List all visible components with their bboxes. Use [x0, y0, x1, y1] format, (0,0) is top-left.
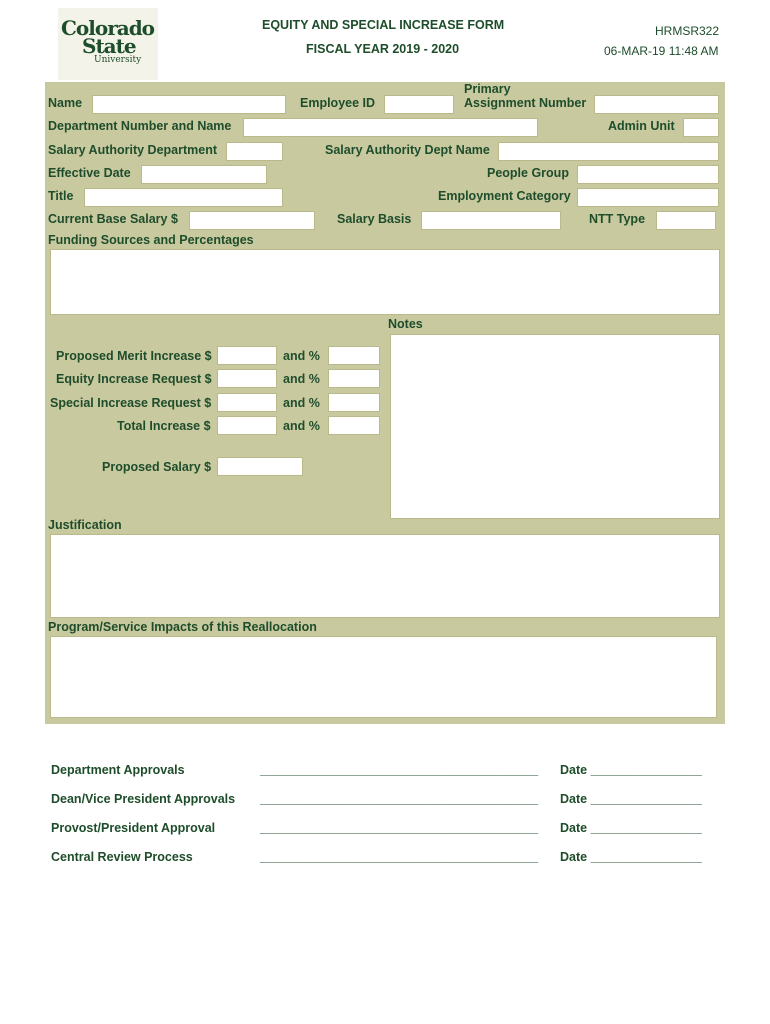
- total-increase-label: Total Increase $: [117, 419, 211, 433]
- funding-sources-field[interactable]: [50, 249, 720, 315]
- title-field[interactable]: [84, 188, 283, 207]
- employment-category-field[interactable]: [577, 188, 719, 207]
- approval-label: Dean/Vice President Approvals: [51, 792, 236, 806]
- and-pct-label: and %: [283, 419, 320, 433]
- signature-line[interactable]: ________________________________________: [260, 850, 539, 864]
- signature-line[interactable]: ________________________________________: [260, 763, 539, 777]
- program-impacts-field[interactable]: [50, 636, 717, 718]
- assignment-number-field[interactable]: [594, 95, 719, 114]
- employee-id-label: Employee ID: [300, 96, 376, 110]
- signature-line[interactable]: ________________________________________: [260, 792, 539, 806]
- approval-label: Provost/President Approval: [51, 821, 216, 835]
- current-salary-field[interactable]: [189, 211, 315, 230]
- admin-unit-label: Admin Unit: [608, 119, 675, 133]
- name-field[interactable]: [92, 95, 286, 114]
- justification-field[interactable]: [50, 534, 720, 618]
- fiscal-year: FISCAL YEAR 2019 - 2020: [306, 42, 460, 56]
- salary-basis-label: Salary Basis: [337, 212, 412, 226]
- salary-authority-name-field[interactable]: [498, 142, 719, 161]
- name-label: Name: [48, 96, 83, 110]
- proposed-merit-field[interactable]: [217, 346, 277, 365]
- salary-authority-field[interactable]: [226, 142, 283, 161]
- form-title: EQUITY AND SPECIAL INCREASE FORM: [262, 18, 505, 32]
- approval-label: Department Approvals: [51, 763, 185, 777]
- approval-label: Central Review Process: [51, 850, 193, 864]
- logo-line2: State: [82, 34, 136, 58]
- admin-unit-field[interactable]: [683, 118, 719, 137]
- timestamp: 06-MAR-19 11:48 AM: [604, 44, 719, 58]
- and-pct-label: and %: [283, 396, 320, 410]
- dept-number-field[interactable]: [243, 118, 538, 137]
- justification-label: Justification: [48, 518, 122, 532]
- date-line[interactable]: Date ________________: [560, 821, 702, 835]
- special-increase-label: Special Increase Request $: [50, 396, 212, 410]
- dept-number-label: Department Number and Name: [48, 119, 232, 133]
- notes-field[interactable]: [390, 334, 720, 519]
- and-pct-label: and %: [283, 349, 320, 363]
- total-pct-field[interactable]: [328, 416, 380, 435]
- proposed-salary-field[interactable]: [217, 457, 303, 476]
- equity-pct-field[interactable]: [328, 369, 380, 388]
- employee-id-field[interactable]: [384, 95, 454, 114]
- and-pct-label: and %: [283, 372, 320, 386]
- total-increase-field[interactable]: [217, 416, 277, 435]
- people-group-field[interactable]: [577, 165, 719, 184]
- people-group-label: People Group: [487, 166, 569, 180]
- proposed-merit-label: Proposed Merit Increase $: [56, 349, 212, 363]
- employment-category-label: Employment Category: [438, 189, 571, 203]
- effective-date-field[interactable]: [141, 165, 267, 184]
- salary-authority-label: Salary Authority Department: [48, 143, 218, 157]
- title-label: Title: [48, 189, 74, 203]
- date-line[interactable]: Date ________________: [560, 792, 702, 806]
- merit-pct-field[interactable]: [328, 346, 380, 365]
- effective-date-label: Effective Date: [48, 166, 131, 180]
- primary-label-2: Assignment Number: [464, 96, 587, 110]
- date-line[interactable]: Date ________________: [560, 763, 702, 777]
- equity-increase-label: Equity Increase Request $: [56, 372, 212, 386]
- ntt-type-label: NTT Type: [589, 212, 646, 226]
- logo-line1: Colorado: [61, 16, 155, 40]
- date-line[interactable]: Date ________________: [560, 850, 702, 864]
- primary-label-1: Primary: [464, 82, 511, 96]
- signature-line[interactable]: ________________________________________: [260, 821, 539, 835]
- equity-increase-field[interactable]: [217, 369, 277, 388]
- salary-authority-name-label: Salary Authority Dept Name: [325, 143, 490, 157]
- salary-basis-field[interactable]: [421, 211, 561, 230]
- ntt-type-field[interactable]: [656, 211, 716, 230]
- program-impacts-label: Program/Service Impacts of this Reallocation: [48, 620, 317, 634]
- funding-sources-label: Funding Sources and Percentages: [48, 233, 254, 247]
- special-increase-field[interactable]: [217, 393, 277, 412]
- special-pct-field[interactable]: [328, 393, 380, 412]
- form-code: HRMSR322: [655, 24, 720, 38]
- csu-logo: [58, 8, 158, 80]
- proposed-salary-label: Proposed Salary $: [102, 460, 212, 474]
- current-salary-label: Current Base Salary $: [48, 212, 178, 226]
- notes-label: Notes: [388, 317, 423, 331]
- logo-line3: University: [94, 55, 142, 65]
